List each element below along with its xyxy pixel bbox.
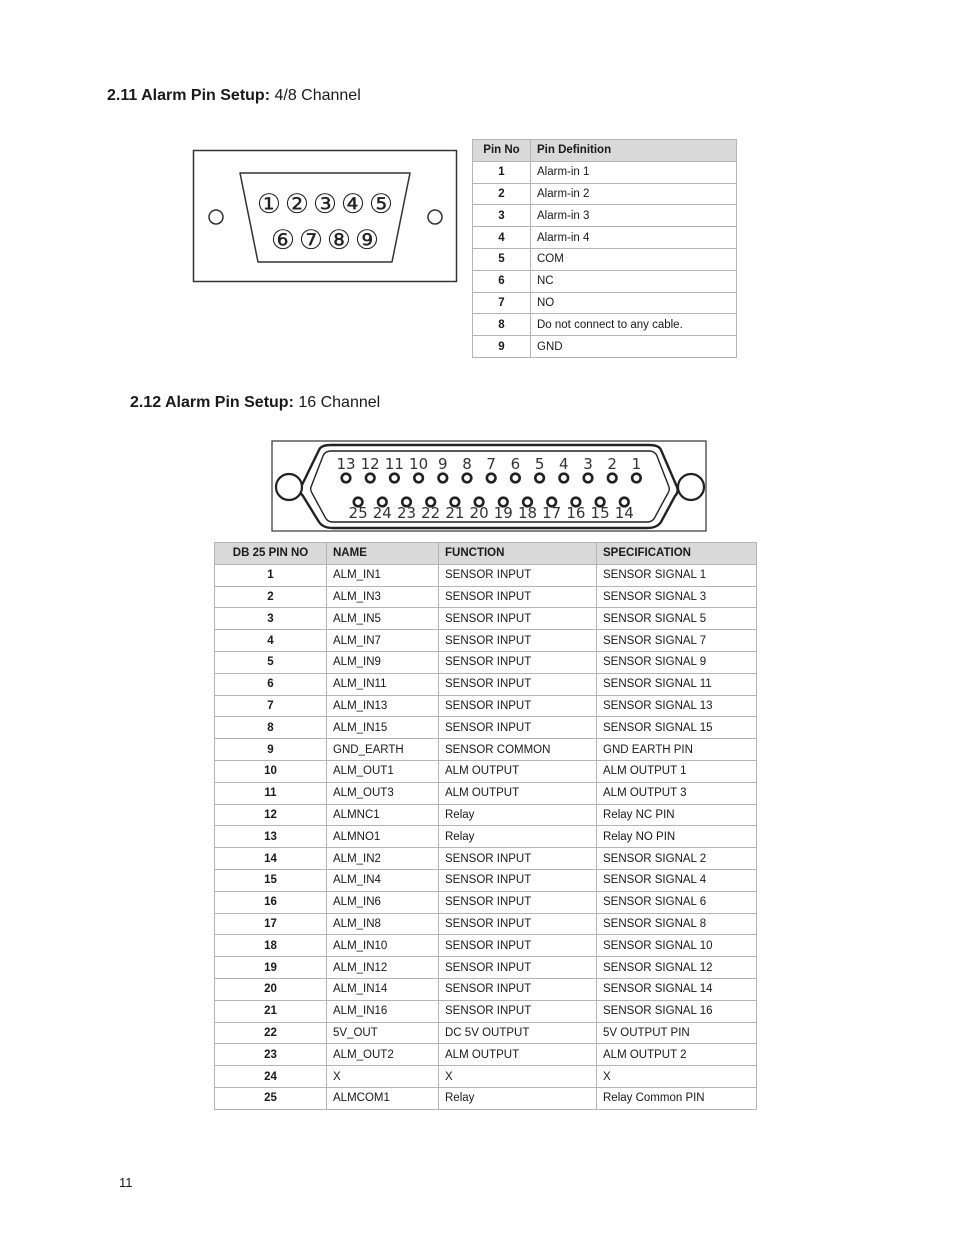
- table-row: [215, 760, 757, 782]
- db25-pin-label: 11: [384, 455, 404, 473]
- db25-connector-diagram: [271, 440, 708, 533]
- table-cell: SENSOR INPUT: [439, 630, 597, 652]
- db25-pin-label: 23: [396, 504, 417, 522]
- table-cell: ALM_OUT2: [327, 1044, 439, 1066]
- table-cell: SENSOR SIGNAL 11: [597, 673, 757, 695]
- db25-pin-label: 15: [590, 504, 610, 522]
- table-cell: 3: [473, 205, 531, 227]
- db25-pin-label: 10: [409, 455, 429, 473]
- table-cell: X: [597, 1066, 757, 1088]
- table-cell: ALM OUTPUT: [439, 782, 597, 804]
- table-row: [215, 695, 757, 717]
- table-cell: SENSOR SIGNAL 14: [597, 978, 757, 1000]
- table-cell: SENSOR SIGNAL 10: [597, 935, 757, 957]
- table-row: [215, 1087, 757, 1109]
- table-cell: 1: [473, 161, 531, 183]
- db25-pin-label: 3: [583, 455, 593, 473]
- db9-pin-label: ⑤: [368, 189, 394, 220]
- table-cell: 5V OUTPUT PIN: [597, 1022, 757, 1044]
- table-row: [215, 1000, 757, 1022]
- table-cell: X: [327, 1066, 439, 1088]
- table-cell: 20: [215, 978, 327, 1000]
- table-cell: SENSOR INPUT: [439, 935, 597, 957]
- table-row: [473, 227, 737, 249]
- db25-pin: [390, 474, 399, 483]
- table-cell: 11: [215, 782, 327, 804]
- mount-hole-left: [209, 210, 223, 224]
- table-row: [215, 782, 757, 804]
- table-cell: SENSOR SIGNAL 5: [597, 608, 757, 630]
- column-header-db25-pin-no: DB 25 PIN NO: [215, 543, 327, 565]
- db9-pin-label: ①: [256, 189, 282, 220]
- table-cell: 24: [215, 1066, 327, 1088]
- table-cell: 16: [215, 891, 327, 913]
- table-cell: SENSOR INPUT: [439, 1000, 597, 1022]
- table-cell: 21: [215, 1000, 327, 1022]
- db25-pin: [608, 474, 617, 483]
- db9-pin-label: ⑨: [354, 225, 380, 256]
- db25-pin-label: 8: [462, 455, 472, 473]
- table-cell: 19: [215, 957, 327, 979]
- section-2-12-subtitle: 16 Channel: [298, 394, 381, 411]
- table-cell: Relay: [439, 1087, 597, 1109]
- db25-pin-label: 18: [517, 504, 538, 522]
- db9-pin-label: ⑧: [326, 225, 352, 256]
- table-row: [215, 935, 757, 957]
- table-cell: 2: [473, 183, 531, 205]
- table-cell: ALM_IN6: [327, 891, 439, 913]
- table-cell: SENSOR SIGNAL 15: [597, 717, 757, 739]
- db25-pin-label: 20: [469, 504, 489, 522]
- table-cell: SENSOR INPUT: [439, 978, 597, 1000]
- mount-hole-left: [276, 474, 302, 500]
- table-cell: ALM OUTPUT: [439, 1044, 597, 1066]
- db9-connector-diagram: [192, 149, 459, 284]
- table-row: [473, 205, 737, 227]
- table-cell: 9: [215, 739, 327, 761]
- pin-table-16-channel: [214, 542, 757, 1110]
- table-cell: ALM_IN12: [327, 957, 439, 979]
- table-cell: 7: [473, 292, 531, 314]
- table-cell: 5: [473, 248, 531, 270]
- table-cell: SENSOR INPUT: [439, 608, 597, 630]
- table-cell: 4: [215, 630, 327, 652]
- table-cell: SENSOR COMMON: [439, 739, 597, 761]
- table-cell: ALM OUTPUT 2: [597, 1044, 757, 1066]
- table-cell: ALM_OUT1: [327, 760, 439, 782]
- table-cell: DC 5V OUTPUT: [439, 1022, 597, 1044]
- table-cell: SENSOR INPUT: [439, 869, 597, 891]
- section-2-12-heading: [130, 394, 380, 412]
- mount-hole-right: [678, 474, 704, 500]
- page-number: 11: [119, 1175, 133, 1190]
- table-cell: COM: [531, 248, 737, 270]
- table-cell: 1: [215, 564, 327, 586]
- table-cell: ALM_IN8: [327, 913, 439, 935]
- table-row: [215, 717, 757, 739]
- table-cell: ALM OUTPUT 3: [597, 782, 757, 804]
- table-cell: SENSOR SIGNAL 7: [597, 630, 757, 652]
- table-row: [215, 1066, 757, 1088]
- table-row: [473, 314, 737, 336]
- table-cell: SENSOR SIGNAL 6: [597, 891, 757, 913]
- table-row: [473, 248, 737, 270]
- table-cell: ALMNC1: [327, 804, 439, 826]
- table-cell: ALM OUTPUT 1: [597, 760, 757, 782]
- table-cell: SENSOR INPUT: [439, 673, 597, 695]
- db25-pin: [511, 474, 520, 483]
- table-cell: 5V_OUT: [327, 1022, 439, 1044]
- table-cell: GND_EARTH: [327, 739, 439, 761]
- db25-pin: [439, 474, 448, 483]
- db25-pin-label: 19: [493, 504, 513, 522]
- table-cell: SENSOR SIGNAL 3: [597, 586, 757, 608]
- table-cell: SENSOR INPUT: [439, 957, 597, 979]
- table-cell: SENSOR INPUT: [439, 891, 597, 913]
- table-row: [473, 183, 737, 205]
- table-cell: Alarm-in 1: [531, 161, 737, 183]
- db25-pin: [487, 474, 496, 483]
- table-cell: Alarm-in 2: [531, 183, 737, 205]
- table-row: [215, 673, 757, 695]
- db25-pin: [342, 474, 351, 483]
- table-cell: GND EARTH PIN: [597, 739, 757, 761]
- db25-pin-label: 17: [542, 504, 562, 522]
- table-cell: SENSOR SIGNAL 4: [597, 869, 757, 891]
- table-cell: ALM_IN2: [327, 848, 439, 870]
- db25-pin-label: 12: [360, 455, 380, 473]
- db9-pin-label: ②: [284, 189, 310, 220]
- table-row: [215, 978, 757, 1000]
- table-header-row: [215, 543, 757, 565]
- table-cell: 22: [215, 1022, 327, 1044]
- table-cell: ALM_IN9: [327, 651, 439, 673]
- db9-pin-label: ④: [340, 189, 366, 220]
- column-header-specification: SPECIFICATION: [597, 543, 757, 565]
- table-cell: ALM_IN10: [327, 935, 439, 957]
- table-row: [215, 608, 757, 630]
- column-header-function: FUNCTION: [439, 543, 597, 565]
- table-cell: ALM_IN13: [327, 695, 439, 717]
- table-cell: ALM_IN7: [327, 630, 439, 652]
- table-cell: 14: [215, 848, 327, 870]
- table-cell: SENSOR SIGNAL 12: [597, 957, 757, 979]
- table-row: [215, 848, 757, 870]
- column-header-pin-definition: Pin Definition: [531, 140, 737, 162]
- column-header-pin-no: Pin No: [473, 140, 531, 162]
- table-cell: 5: [215, 651, 327, 673]
- table-cell: SENSOR SIGNAL 13: [597, 695, 757, 717]
- db25-pin: [366, 474, 375, 483]
- table-row: [473, 336, 737, 358]
- table-row: [215, 869, 757, 891]
- table-cell: 8: [215, 717, 327, 739]
- db9-pin-label: ③: [312, 189, 338, 220]
- table-cell: 6: [215, 673, 327, 695]
- db25-pin: [414, 474, 423, 483]
- table-row: [473, 270, 737, 292]
- section-2-11-heading: [107, 87, 361, 105]
- table-cell: Relay NC PIN: [597, 804, 757, 826]
- table-cell: SENSOR SIGNAL 8: [597, 913, 757, 935]
- section-2-12-title: 2.12 Alarm Pin Setup:: [130, 394, 294, 411]
- table-row: [215, 913, 757, 935]
- table-cell: 9: [473, 336, 531, 358]
- table-cell: 12: [215, 804, 327, 826]
- table-cell: SENSOR INPUT: [439, 695, 597, 717]
- table-cell: SENSOR INPUT: [439, 586, 597, 608]
- table-cell: 3: [215, 608, 327, 630]
- table-cell: GND: [531, 336, 737, 358]
- db25-pin-label: 24: [372, 504, 392, 522]
- db25-pin-label: 22: [421, 504, 441, 522]
- table-cell: ALM OUTPUT: [439, 760, 597, 782]
- db25-pin: [535, 474, 544, 483]
- table-cell: ALM_IN11: [327, 673, 439, 695]
- table-cell: 2: [215, 586, 327, 608]
- table-cell: ALM_IN4: [327, 869, 439, 891]
- db25-pin-label: 16: [566, 504, 586, 522]
- table-cell: Alarm-in 4: [531, 227, 737, 249]
- db25-pin: [584, 474, 593, 483]
- db25-pin-label: 21: [445, 504, 465, 522]
- column-header-name: NAME: [327, 543, 439, 565]
- db25-pin-label: 25: [348, 504, 368, 522]
- section-2-11-title: 2.11 Alarm Pin Setup:: [107, 87, 271, 104]
- table-cell: Relay Common PIN: [597, 1087, 757, 1109]
- table-cell: ALMCOM1: [327, 1087, 439, 1109]
- table-cell: X: [439, 1066, 597, 1088]
- table-cell: ALM_IN3: [327, 586, 439, 608]
- table-cell: Relay: [439, 826, 597, 848]
- table-cell: SENSOR SIGNAL 2: [597, 848, 757, 870]
- table-cell: ALM_IN15: [327, 717, 439, 739]
- table-cell: 23: [215, 1044, 327, 1066]
- db25-pin-label: 5: [534, 455, 545, 473]
- table-cell: ALM_IN14: [327, 978, 439, 1000]
- table-row: [215, 1044, 757, 1066]
- table-cell: Alarm-in 3: [531, 205, 737, 227]
- table-cell: 15: [215, 869, 327, 891]
- db25-pin-label: 2: [607, 455, 617, 473]
- table-cell: 25: [215, 1087, 327, 1109]
- db25-pin-label: 14: [614, 504, 634, 522]
- table-row: [215, 651, 757, 673]
- table-row: [215, 1022, 757, 1044]
- table-row: [215, 804, 757, 826]
- db25-pin-label: 6: [510, 455, 521, 473]
- table-row: [473, 292, 737, 314]
- table-header-row: [473, 140, 737, 162]
- table-cell: ALM_IN5: [327, 608, 439, 630]
- table-cell: SENSOR INPUT: [439, 651, 597, 673]
- db25-pin-label: 7: [486, 455, 496, 473]
- table-cell: SENSOR INPUT: [439, 717, 597, 739]
- table-row: [215, 630, 757, 652]
- table-cell: 18: [215, 935, 327, 957]
- table-cell: 10: [215, 760, 327, 782]
- table-row: [473, 161, 737, 183]
- table-cell: 4: [473, 227, 531, 249]
- table-cell: SENSOR INPUT: [439, 564, 597, 586]
- table-row: [215, 826, 757, 848]
- table-cell: ALM_OUT3: [327, 782, 439, 804]
- table-cell: SENSOR INPUT: [439, 848, 597, 870]
- db25-pin: [632, 474, 641, 483]
- table-cell: Relay: [439, 804, 597, 826]
- table-cell: ALM_IN16: [327, 1000, 439, 1022]
- table-row: [215, 564, 757, 586]
- table-cell: SENSOR INPUT: [439, 913, 597, 935]
- table-cell: NC: [531, 270, 737, 292]
- pin-table-4-8-channel: [472, 139, 737, 358]
- table-cell: ALMNO1: [327, 826, 439, 848]
- table-cell: 17: [215, 913, 327, 935]
- table-cell: SENSOR SIGNAL 9: [597, 651, 757, 673]
- mount-hole-right: [428, 210, 442, 224]
- table-cell: SENSOR SIGNAL 16: [597, 1000, 757, 1022]
- table-cell: 7: [215, 695, 327, 717]
- table-cell: SENSOR SIGNAL 1: [597, 564, 757, 586]
- db25-pin: [463, 474, 472, 483]
- table-cell: NO: [531, 292, 737, 314]
- table-row: [215, 891, 757, 913]
- db25-pin: [560, 474, 569, 483]
- table-cell: ALM_IN1: [327, 564, 439, 586]
- table-row: [215, 739, 757, 761]
- table-row: [215, 957, 757, 979]
- db25-pin-label: 1: [631, 455, 642, 473]
- table-cell: 8: [473, 314, 531, 336]
- table-cell: 6: [473, 270, 531, 292]
- db9-pin-label: ⑥: [270, 225, 296, 256]
- db25-pin-label: 4: [559, 455, 569, 473]
- table-cell: Do not connect to any cable.: [531, 314, 737, 336]
- db9-pin-label: ⑦: [298, 225, 324, 256]
- db25-pin-label: 9: [438, 455, 448, 473]
- db25-pin-label: 13: [336, 455, 356, 473]
- section-2-11-subtitle: 4/8 Channel: [274, 87, 361, 104]
- table-cell: Relay NO PIN: [597, 826, 757, 848]
- table-row: [215, 586, 757, 608]
- table-cell: 13: [215, 826, 327, 848]
